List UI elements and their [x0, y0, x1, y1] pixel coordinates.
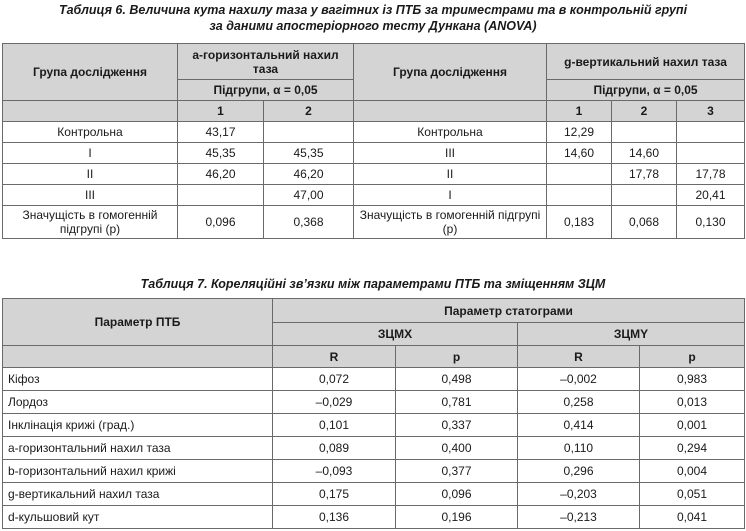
- row-label: а-горизонтальний нахил таза: [3, 437, 273, 460]
- table7-zcmx-header: ЗЦМX: [273, 323, 518, 346]
- table-row: [3, 391, 745, 414]
- table6-left-subgroup-number: 2: [264, 101, 354, 122]
- table-row: [3, 164, 745, 185]
- cell-value: –0,203: [518, 483, 640, 506]
- cell-value: 0,498: [396, 368, 518, 391]
- cell-value: 0,294: [640, 437, 745, 460]
- cell-value: 0,377: [396, 460, 518, 483]
- table7-stat-header: Параметр статограми: [273, 299, 745, 323]
- row-label: I: [3, 143, 178, 164]
- table6-right-param-header: g-вертикальний нахил таза: [547, 44, 745, 80]
- cell-value: 47,00: [264, 185, 354, 206]
- row-label: g-вертикальний нахил таза: [3, 483, 273, 506]
- table6-left-subgroups-header: Підгрупи, α = 0,05: [178, 80, 354, 101]
- row-label: II: [354, 164, 547, 185]
- cell-value: 12,29: [547, 122, 612, 143]
- cell-value: 0,368: [264, 206, 354, 239]
- cell-value: 0,068: [612, 206, 677, 239]
- cell-value: 0,130: [677, 206, 745, 239]
- table7-p-header: p: [396, 346, 518, 368]
- table6-right-subgroup-number: 2: [612, 101, 677, 122]
- table7-zcmy-header: ЗЦМY: [518, 323, 745, 346]
- cell-value: 0,041: [640, 506, 745, 529]
- table6-right-number-blank: [354, 101, 547, 122]
- table6-right-subgroup-number: 3: [677, 101, 745, 122]
- cell-value: 0,258: [518, 391, 640, 414]
- table6-right-group-header: Група дослідження: [354, 44, 547, 101]
- table7-param-header: Параметр ПТБ: [3, 299, 273, 346]
- cell-value: 20,41: [677, 185, 745, 206]
- cell-value: [547, 164, 612, 185]
- row-label: Контрольна: [3, 122, 178, 143]
- cell-value: [612, 185, 677, 206]
- table6-right-subgroups-header: Підгрупи, α = 0,05: [547, 80, 745, 101]
- cell-value: 0,175: [273, 483, 396, 506]
- cell-value: 0,004: [640, 460, 745, 483]
- cell-value: 0,983: [640, 368, 745, 391]
- cell-value: 17,78: [612, 164, 677, 185]
- table-row: [3, 368, 745, 391]
- row-label: Контрольна: [354, 122, 547, 143]
- table6-left-subgroup-number: 1: [178, 101, 264, 122]
- cell-value: 0,096: [396, 483, 518, 506]
- row-label: I: [354, 185, 547, 206]
- cell-value: 0,110: [518, 437, 640, 460]
- cell-value: [677, 122, 745, 143]
- cell-value: [264, 122, 354, 143]
- cell-value: 0,196: [396, 506, 518, 529]
- cell-value: –0,002: [518, 368, 640, 391]
- table-row-significance: [3, 206, 745, 239]
- table6-left-number-blank: [3, 101, 178, 122]
- row-label: Значущість в гомогенній підгрупі (p): [354, 206, 547, 239]
- cell-value: 0,096: [178, 206, 264, 239]
- table-row: [3, 437, 745, 460]
- table6-caption: [0, 2, 746, 34]
- cell-value: 0,136: [273, 506, 396, 529]
- table-row: [3, 460, 745, 483]
- cell-value: [677, 143, 745, 164]
- cell-value: 0,072: [273, 368, 396, 391]
- table7-caption: Таблиця 7. Кореляційні зв’язки між параметрами ПТБ та зміщенням ЗЦМ: [140, 277, 606, 291]
- cell-value: 45,35: [264, 143, 354, 164]
- row-label: Інклінація крижі (град.): [3, 414, 273, 437]
- cell-value: 0,414: [518, 414, 640, 437]
- row-label: d-кульшовий кут: [3, 506, 273, 529]
- cell-value: 0,051: [640, 483, 745, 506]
- table6: [2, 43, 745, 239]
- table-row: [3, 185, 745, 206]
- row-label: II: [3, 164, 178, 185]
- cell-value: 0,101: [273, 414, 396, 437]
- cell-value: [612, 122, 677, 143]
- row-label: Значущість в гомогенній підгрупі (p): [3, 206, 178, 239]
- table-row: [3, 483, 745, 506]
- table6-left-param-header: а-горизонтальний нахил таза: [178, 44, 354, 80]
- cell-value: 0,089: [273, 437, 396, 460]
- cell-value: 46,20: [178, 164, 264, 185]
- table-row: [3, 506, 745, 529]
- cell-value: –0,029: [273, 391, 396, 414]
- row-label: Лордоз: [3, 391, 273, 414]
- table7: [2, 298, 745, 529]
- cell-value: 45,35: [178, 143, 264, 164]
- table7-r-header: R: [518, 346, 640, 368]
- row-label: III: [354, 143, 547, 164]
- cell-value: 17,78: [677, 164, 745, 185]
- cell-value: 0,296: [518, 460, 640, 483]
- cell-value: 0,013: [640, 391, 745, 414]
- cell-value: 0,400: [396, 437, 518, 460]
- cell-value: [547, 185, 612, 206]
- cell-value: –0,093: [273, 460, 396, 483]
- table-row: [3, 143, 745, 164]
- cell-value: 14,60: [612, 143, 677, 164]
- table6-right-subgroup-number: 1: [547, 101, 612, 122]
- table-row: [3, 122, 745, 143]
- cell-value: 43,17: [178, 122, 264, 143]
- table6-caption-line1: Таблиця 6. Величина кута нахилу таза у вагітних із ПТБ за триместрами та в контрольній групі: [58, 3, 688, 17]
- cell-value: –0,213: [518, 506, 640, 529]
- cell-value: 46,20: [264, 164, 354, 185]
- table-row: [3, 414, 745, 437]
- table6-left-group-header: Група дослідження: [3, 44, 178, 101]
- cell-value: [178, 185, 264, 206]
- cell-value: 0,337: [396, 414, 518, 437]
- table7-p-header: p: [640, 346, 745, 368]
- cell-value: 0,001: [640, 414, 745, 437]
- table6-caption-line2: за даними апостеріорного тесту Дункана (ANOVA): [209, 19, 537, 33]
- cell-value: 0,183: [547, 206, 612, 239]
- cell-value: 14,60: [547, 143, 612, 164]
- row-label: III: [3, 185, 178, 206]
- table7-r-header: R: [273, 346, 396, 368]
- cell-value: 0,781: [396, 391, 518, 414]
- row-label: Кіфоз: [3, 368, 273, 391]
- row-label: b-горизонтальний нахил крижі: [3, 460, 273, 483]
- table7-blank-header: [3, 346, 273, 368]
